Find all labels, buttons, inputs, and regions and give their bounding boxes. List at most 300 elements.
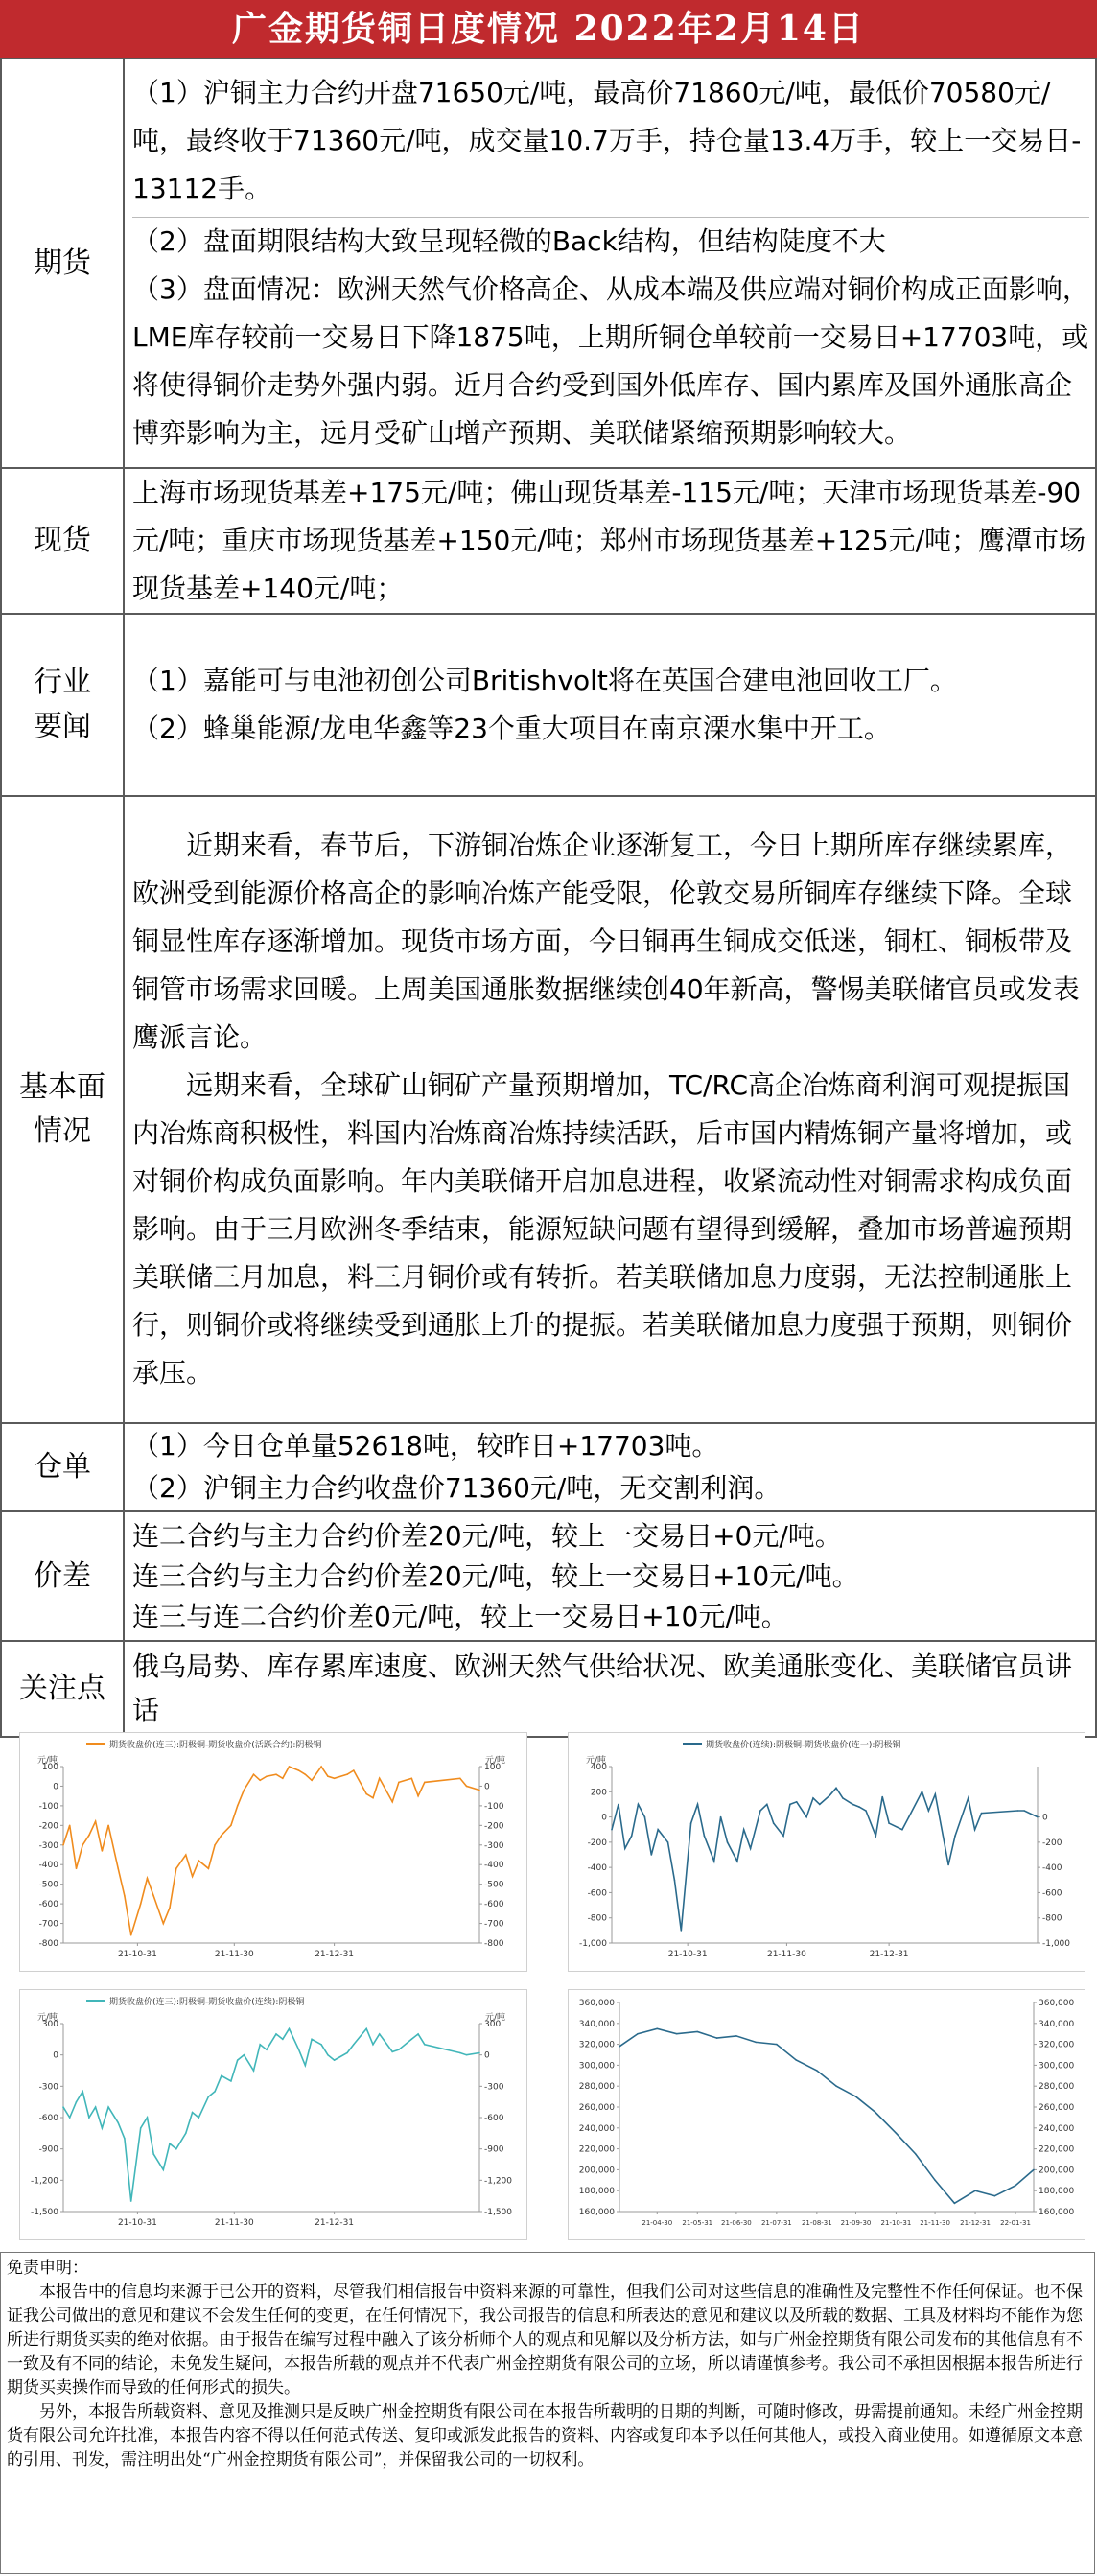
- data-point: [865, 1810, 867, 1812]
- data-point: [147, 2117, 149, 2119]
- y-tick-label: -400: [587, 1863, 607, 1874]
- data-point: [713, 1861, 715, 1862]
- data-point: [289, 1766, 291, 1768]
- y-tick-label: -1,000: [578, 1939, 607, 1949]
- x-tick-label: 21-11-30: [920, 2219, 950, 2227]
- data-point: [130, 2200, 132, 2202]
- data-point: [994, 2195, 996, 2197]
- x-tick-label: 21-11-30: [214, 1950, 254, 1959]
- data-point: [353, 1769, 355, 1771]
- data-point: [140, 1903, 142, 1905]
- y-tick-label: 260,000: [578, 2103, 615, 2113]
- data-point: [88, 2117, 90, 2119]
- data-point: [1037, 1816, 1039, 1818]
- data-point: [69, 2117, 71, 2119]
- data-point: [140, 2127, 142, 2129]
- y-tick-label-right: 260,000: [1039, 2103, 1075, 2113]
- data-point: [424, 1782, 426, 1784]
- warrants-item: （1）今日仓单量52618吨，较昨日+17703吨。: [132, 1430, 719, 1462]
- y-axis-unit-left: 元/吨: [585, 1756, 606, 1766]
- futures-item: （2）盘面期限结构大致呈现轻微的Back结构，但结构陡度不大: [132, 217, 1089, 266]
- data-point: [1015, 2185, 1016, 2187]
- data-point: [789, 1804, 791, 1806]
- data-point: [192, 2112, 194, 2114]
- data-point: [230, 1825, 232, 1827]
- y-tick-label: 100: [41, 1763, 58, 1772]
- data-point: [124, 2138, 126, 2140]
- x-tick-label: 21-08-31: [801, 2219, 832, 2227]
- data-point: [365, 1793, 367, 1795]
- y-tick-label: 240,000: [578, 2123, 615, 2134]
- data-point: [674, 1880, 676, 1882]
- data-point: [968, 1797, 969, 1799]
- data-point: [922, 1791, 923, 1793]
- y-tick-label-right: 320,000: [1039, 2040, 1075, 2050]
- data-point: [681, 1930, 683, 1932]
- legend-label: 期货收盘价(连三):阴极铜-期货收盘价(连续):阴极铜: [109, 1998, 305, 2007]
- y-tick-label-right: -400: [484, 1861, 504, 1871]
- data-point: [372, 2044, 374, 2046]
- data-point: [881, 1796, 883, 1798]
- data-point: [735, 2035, 737, 2037]
- x-tick-label: 21-12-31: [315, 1950, 355, 1959]
- y-tick-label: -200: [38, 1821, 58, 1832]
- data-point: [796, 1801, 798, 1803]
- fundamentals-paragraph: 近期来看，春节后，下游铜冶炼企业逐渐复工，今日上期所库存继续累库，欧洲受到能源价格高企的影响冶炼产能受限，伦敦交易所铜库存继续下降。全球铜显性库存逐渐增加。现货市场方面，今日铜再生铜成交低迷，铜杠、铜板带及铜管市场需求回暖。上周美国通胀数据继续创40年新高，警惕美联储官员或发表鹰派言论。: [132, 830, 1080, 1053]
- data-point: [852, 1804, 854, 1806]
- data-point: [915, 2153, 917, 2155]
- data-point: [611, 1829, 613, 1831]
- data-point: [398, 1782, 400, 1784]
- data-point: [266, 2049, 268, 2050]
- data-point: [819, 1804, 821, 1806]
- data-point: [782, 1836, 784, 1838]
- data-point: [253, 1773, 255, 1775]
- data-point: [417, 1795, 419, 1797]
- data-point: [954, 2203, 956, 2205]
- chart-inventory: [568, 1989, 1085, 2240]
- y-tick-label: 220,000: [578, 2144, 615, 2155]
- y-tick-label-right: 340,000: [1039, 2019, 1075, 2029]
- y-tick-label-right: -700: [484, 1919, 504, 1930]
- data-point: [117, 2122, 119, 2124]
- data-point: [974, 2190, 976, 2191]
- data-point: [417, 2033, 419, 2035]
- data-point: [816, 2070, 818, 2072]
- y-tick-label-right: 0: [484, 1782, 490, 1792]
- data-point: [82, 1844, 83, 1846]
- x-tick-label: 21-07-31: [760, 2219, 792, 2227]
- data-point: [88, 1835, 90, 1837]
- news-label-line2: 要闻: [34, 710, 91, 743]
- y-tick-label: 0: [601, 1813, 607, 1823]
- data-point: [466, 1786, 468, 1788]
- news-row: [1, 614, 1096, 796]
- data-point: [214, 1844, 216, 1846]
- data-point: [62, 1844, 64, 1846]
- y-tick-label: -100: [38, 1801, 58, 1812]
- news-item: （2）蜂巢能源/龙电华鑫等23个重大项目在南京溧水集中开工。: [132, 713, 891, 744]
- y-tick-label-right: -200: [1042, 1838, 1062, 1848]
- data-point: [95, 2106, 97, 2108]
- data-point: [391, 1801, 393, 1803]
- charts-area: [0, 1732, 1097, 2250]
- disclaimer-heading: 免责申明：: [7, 2259, 88, 2278]
- data-point: [424, 2044, 426, 2046]
- data-point: [638, 1804, 640, 1806]
- data-point: [928, 1810, 930, 1812]
- y-tick-label: 300,000: [578, 2061, 615, 2072]
- disclaimer: [0, 2252, 1095, 2574]
- chart-frame: [569, 1990, 1085, 2240]
- data-point: [282, 2039, 284, 2041]
- data-point: [981, 1813, 983, 1815]
- data-point: [266, 1775, 268, 1777]
- y-tick-label: -1,500: [30, 2208, 58, 2217]
- x-tick-label: 21-12-31: [869, 1950, 909, 1959]
- y-tick-label: -600: [38, 2114, 58, 2123]
- y-tick-label-right: -500: [484, 1880, 504, 1890]
- y-tick-label: -300: [38, 2082, 58, 2093]
- data-point: [657, 2028, 659, 2030]
- data-point: [298, 2049, 300, 2050]
- data-point: [676, 2033, 678, 2035]
- x-tick-label: 21-10-31: [667, 1950, 708, 1959]
- y-axis-unit-left: 元/吨: [36, 2013, 58, 2023]
- y-tick-label: 180,000: [578, 2187, 615, 2197]
- data-point: [163, 2169, 165, 2171]
- y-tick-label-right: 280,000: [1039, 2082, 1075, 2093]
- data-point: [107, 1825, 109, 1827]
- y-tick-label: -900: [38, 2144, 58, 2155]
- y-tick-label: 280,000: [578, 2082, 615, 2093]
- futures-row: [1, 59, 1096, 468]
- fundamentals-row: [1, 796, 1096, 1423]
- y-tick-label-right: -900: [484, 2144, 504, 2155]
- spot-content: [124, 468, 1096, 614]
- data-point: [478, 1790, 480, 1791]
- data-point: [716, 2037, 718, 2039]
- news-label: [1, 614, 124, 796]
- data-point: [117, 1868, 119, 1870]
- data-point: [320, 1766, 322, 1768]
- data-point: [311, 1780, 313, 1782]
- data-point: [244, 2054, 245, 2056]
- data-point: [855, 2096, 857, 2097]
- data-point: [631, 1836, 633, 1838]
- data-point: [829, 1794, 830, 1796]
- focus-text: 俄乌局势、库存累库速度、欧洲天然气供给状况、欧美通胀变化、美联储官员讲话: [132, 1651, 1073, 1726]
- data-point: [736, 1861, 738, 1862]
- x-tick-label: 21-05-31: [682, 2219, 713, 2227]
- data-point: [896, 2133, 898, 2135]
- data-point: [208, 2096, 210, 2097]
- data-point: [947, 1864, 949, 1866]
- chart-frame: [20, 1733, 527, 1972]
- data-point: [667, 1841, 669, 1843]
- data-point: [935, 1793, 937, 1795]
- y-tick-label: 300: [41, 2020, 58, 2029]
- focus-row: [1, 1641, 1096, 1737]
- fundamentals-paragraph: 远期来看，全球矿山铜矿产量预期增加，TC/RC高企冶炼商利润可观提振国内冶炼商积极性，料国内冶炼商冶炼持续活跃，后市国内精炼铜产量将增加，或对铜价构成负面影响。年内美联储开启加息进程，收紧流动性对铜需求构成负面影响。由于三月欧洲冬季结束，能源短缺问题有望得到缓解，叠加市场普遍预期美联储三月加息，料三月铜价或有转折。若美联储加息力度弱，无法控制通胀上行，则铜价或将继续受到通胀上升的提振。若美联储加息力度强于预期，则铜价承压。: [132, 1069, 1073, 1389]
- data-point: [766, 1804, 768, 1806]
- disclaimer-paragraph: 本报告中的信息均来源于已公开的资料，尽管我们相信报告中资料来源的可靠性，但我们公司对这些信息的准确性及完整性不作任何保证。也不保证我公司做出的意见和建议不会发生任何的变更，在任何情况下，我公司报告的信息和所表达的意见和建议以及所载的数据、工具及材料均不能作为您所进行期货买卖的绝对依据。由于报告在编写过程中融入了该分析师个人的观点和见解以及分析方法，如与广州金控期货有限公司发布的其他信息有不一致及有不同的结论，未免发生疑问，本报告所载的观点并不代表广州金控期货有限公司的立场，所以请谨慎参考。我公司不承担因根据本报告所进行期货买卖操作而导致的任何形式的损失。: [7, 2283, 1083, 2398]
- data-point: [147, 1878, 149, 1880]
- data-point: [391, 2051, 393, 2053]
- data-point: [102, 2127, 104, 2129]
- legend-label: 期货收盘价(连三):阴极铜-期货收盘价(活跃合约):阴极铜: [109, 1741, 322, 1750]
- data-point: [954, 1836, 956, 1838]
- data-point: [305, 1773, 307, 1775]
- y-tick-label: 200,000: [578, 2166, 615, 2176]
- x-tick-label: 22-01-31: [1000, 2219, 1031, 2227]
- y-tick-label: 320,000: [578, 2040, 615, 2050]
- data-point: [327, 2054, 329, 2056]
- data-point: [334, 1778, 336, 1780]
- data-point: [657, 1829, 659, 1831]
- data-point: [379, 2033, 381, 2035]
- futures-label: 期货: [1, 59, 124, 468]
- fundamentals-label: [1, 796, 124, 1423]
- x-tick-label: 21-10-31: [117, 1950, 157, 1959]
- data-point: [346, 2052, 348, 2054]
- data-point: [888, 1822, 890, 1824]
- spread-row: [1, 1511, 1096, 1641]
- data-point: [720, 1816, 722, 1818]
- data-point: [124, 1895, 126, 1897]
- data-point: [192, 1876, 194, 1878]
- y-tick-label: -1,200: [30, 2176, 58, 2187]
- data-point: [805, 1816, 807, 1818]
- x-tick-label: 21-11-30: [214, 2218, 254, 2228]
- spread-content: [124, 1511, 1096, 1641]
- data-point: [1017, 1810, 1019, 1812]
- y-tick-label-right: -1,200: [484, 2176, 513, 2187]
- y-tick-label-right: -300: [484, 2082, 504, 2093]
- y-tick-label-right: -1,000: [1042, 1939, 1071, 1949]
- data-point: [185, 2133, 187, 2135]
- futures-item: （1）沪铜主力合约开盘71650元/吨，最高价71860元/吨，最低价70580元/吨，最终收于71360元/吨，成交量10.7万手，持仓量13.4万手，较上一交易日-13112手。: [132, 77, 1082, 204]
- data-point: [773, 1822, 775, 1824]
- data-point: [727, 1841, 729, 1843]
- data-point: [365, 2028, 367, 2030]
- data-point: [835, 2085, 837, 2087]
- page-title: 广金期货铜日度情况 2022年2月14日: [0, 0, 1097, 58]
- data-point: [624, 1848, 626, 1850]
- data-point: [311, 2039, 313, 2041]
- futures-content: [124, 59, 1096, 468]
- data-point: [69, 1825, 71, 1827]
- data-point: [704, 1836, 706, 1838]
- y-tick-label-right: -400: [1042, 1863, 1062, 1874]
- y-tick-label-right: 100: [484, 1763, 502, 1772]
- y-tick-label: -300: [38, 1840, 58, 1851]
- x-tick-label: 21-12-31: [960, 2219, 991, 2227]
- data-point: [379, 1778, 381, 1780]
- data-point: [743, 1829, 745, 1831]
- y-tick-label-right: 220,000: [1039, 2144, 1075, 2155]
- y-tick-label: 160,000: [578, 2208, 615, 2217]
- data-point: [198, 1860, 200, 1862]
- x-tick-label: 21-09-30: [840, 2219, 872, 2227]
- y-tick-label-right: 0: [484, 2050, 490, 2061]
- data-point: [1023, 1810, 1025, 1812]
- x-tick-label: 21-10-31: [880, 2219, 912, 2227]
- data-point: [1033, 2169, 1035, 2171]
- spread-item: 连三与连二合约价差0元/吨，较上一交易日+10元/吨。: [132, 1600, 788, 1632]
- spread-item: 连三合约与主力合约价差20元/吨，较上一交易日+10元/吨。: [132, 1559, 859, 1592]
- data-point: [95, 1820, 97, 1822]
- data-point: [130, 1934, 132, 1936]
- data-point: [372, 1797, 374, 1799]
- disclaimer-paragraph: 另外，本报告所载资料、意见及推测只是反映广州金控期货有限公司在本报告所载明的日期的判断，可随时修改，毋需提前通知。未经广州金控期货有限公司允许批准，本报告内容不得以任何范式传送、复印或派发此报告的资料、内容或复印本予以任何其他人，或投入商业使用。如遵循原文本意的引用、刊发，需注明出处“广州金控期货有限公司”，并保留我公司的一切权利。: [7, 2402, 1083, 2470]
- fundamentals-label-line1: 基本面: [19, 1070, 105, 1104]
- y-tick-label: -500: [38, 1880, 58, 1890]
- chart-spread-c3-active: [19, 1732, 527, 1972]
- data-point: [320, 2044, 322, 2046]
- data-point: [163, 1923, 165, 1925]
- data-point: [697, 2031, 699, 2033]
- y-tick-label: -700: [38, 1919, 58, 1930]
- data-point: [221, 1835, 222, 1837]
- data-point: [411, 2039, 413, 2041]
- news-item: （1）嘉能可与电池初创公司Britishvolt将在英国合建电池回收工厂。: [132, 665, 957, 696]
- data-point: [697, 1804, 699, 1806]
- x-tick-label: 21-11-30: [766, 1950, 806, 1959]
- data-point: [334, 2059, 336, 2061]
- data-point: [259, 2044, 261, 2046]
- report-table: [0, 58, 1097, 1738]
- data-point: [230, 2080, 232, 2082]
- data-point: [221, 2075, 222, 2077]
- data-point: [102, 1850, 104, 1852]
- data-point: [208, 1868, 210, 1870]
- y-tick-label-right: -800: [1042, 1913, 1062, 1924]
- news-label-line1: 行业: [34, 666, 91, 699]
- spread-item: 连二合约与主力合约价差20元/吨，较上一交易日+0元/吨。: [132, 1519, 842, 1552]
- data-point: [619, 2046, 620, 2048]
- data-point: [690, 1822, 692, 1824]
- data-point: [327, 1775, 329, 1777]
- y-tick-label: 200: [590, 1788, 607, 1798]
- data-point: [76, 2101, 78, 2103]
- y-tick-label: 400: [590, 1763, 607, 1772]
- y-tick-label-right: 360,000: [1039, 1999, 1075, 2008]
- data-point: [169, 1907, 171, 1909]
- data-point: [644, 1816, 646, 1818]
- data-point: [842, 1797, 844, 1799]
- data-point: [750, 1848, 752, 1850]
- x-tick-label: 21-04-30: [642, 2219, 673, 2227]
- data-point: [353, 2044, 355, 2046]
- data-point: [175, 2148, 177, 2150]
- data-point: [82, 2091, 83, 2093]
- data-point: [776, 2044, 778, 2046]
- data-point: [237, 2059, 239, 2061]
- focus-label: 关注点: [1, 1641, 124, 1737]
- y-axis-unit-left: 元/吨: [36, 1756, 58, 1766]
- data-point: [759, 1810, 761, 1812]
- data-point: [169, 2143, 171, 2144]
- futures-item: （3）盘面情况：欧洲天然气价格高企、从成本端及供应端对铜价构成正面影响，LME库存较前一交易日下降1875吨，上期所铜仓单较前一交易日+17703吨，或将使得铜价走势外强内弱。近月合约受到国外低库存、国内累库及国外通胀高企博弈影响为主，远月受矿山增产预期、美联储紧缩预期影响较大。: [132, 273, 1089, 449]
- y-tick-label-right: 180,000: [1039, 2187, 1075, 2197]
- data-point: [198, 2117, 200, 2119]
- warrants-row: [1, 1423, 1096, 1511]
- data-point: [466, 2054, 468, 2056]
- data-point: [289, 2028, 291, 2030]
- data-point: [175, 1868, 177, 1870]
- data-point: [618, 1804, 619, 1806]
- data-point: [835, 1788, 837, 1790]
- y-tick-label: 360,000: [578, 1999, 615, 2008]
- y-tick-label-right: -600: [484, 1900, 504, 1910]
- y-tick-label-right: -1,500: [484, 2208, 513, 2217]
- y-tick-label-right: 300: [484, 2020, 502, 2029]
- data-point: [214, 2091, 216, 2093]
- y-tick-label-right: 160,000: [1039, 2208, 1075, 2217]
- y-tick-label-right: 200,000: [1039, 2166, 1075, 2176]
- chart-spread-cont-c1: [568, 1732, 1085, 1972]
- y-tick-label: 0: [53, 1782, 58, 1792]
- data-point: [346, 1773, 348, 1775]
- chart-frame: [569, 1733, 1085, 1972]
- y-tick-label: -800: [587, 1913, 607, 1924]
- y-tick-label-right: 240,000: [1039, 2123, 1075, 2134]
- spot-label: 现货: [1, 468, 124, 614]
- data-point: [651, 1854, 653, 1856]
- data-point: [637, 2033, 639, 2035]
- data-point: [282, 1778, 284, 1780]
- y-tick-label-right: -300: [484, 1840, 504, 1851]
- data-point: [875, 2112, 876, 2114]
- spot-text: 上海市场现货基差+175元/吨；佛山现货基差-115元/吨；天津市场现货基差-90元/吨；重庆市场现货基差+150元/吨；郑州市场现货基差+125元/吨；鹰潭市场现货基差+140元/吨；: [132, 477, 1086, 604]
- y-tick-label: -400: [38, 1861, 58, 1871]
- spread-label: 价差: [1, 1511, 124, 1641]
- y-tick-label-right: -100: [484, 1801, 504, 1812]
- data-point: [755, 2042, 757, 2044]
- data-point: [411, 1778, 413, 1780]
- data-point: [478, 2052, 480, 2054]
- y-tick-label: -600: [38, 1900, 58, 1910]
- data-point: [76, 1868, 78, 1870]
- warrants-content: [124, 1423, 1096, 1511]
- data-point: [185, 1854, 187, 1856]
- data-point: [152, 2153, 154, 2155]
- legend-label: 期货收盘价(连续):阴极铜-期货收盘价(连一):阴极铜: [706, 1741, 901, 1750]
- y-tick-label: 340,000: [578, 2019, 615, 2029]
- x-tick-label: 21-10-31: [117, 2218, 157, 2228]
- chart-frame: [20, 1990, 527, 2240]
- data-point: [459, 2052, 461, 2054]
- data-point: [152, 1895, 154, 1897]
- y-tick-label: -600: [587, 1888, 607, 1899]
- warrants-item: （2）沪铜主力合约收盘价71360元/吨，无交割利润。: [132, 1472, 782, 1504]
- y-tick-label-right: -600: [1042, 1888, 1062, 1899]
- warrants-label: 仓单: [1, 1423, 124, 1511]
- data-point: [974, 1829, 976, 1831]
- spot-row: [1, 468, 1096, 614]
- data-point: [398, 2049, 400, 2050]
- data-point: [901, 1829, 903, 1831]
- y-tick-label: -200: [587, 1838, 607, 1848]
- data-point: [459, 1778, 461, 1780]
- y-tick-label: -800: [38, 1939, 58, 1949]
- y-tick-label-right: -600: [484, 2114, 504, 2123]
- fundamentals-label-line2: 情况: [34, 1114, 91, 1148]
- y-axis-unit-right: 元/吨: [485, 2013, 506, 2023]
- data-point: [62, 2106, 64, 2108]
- fundamentals-content: [124, 796, 1096, 1423]
